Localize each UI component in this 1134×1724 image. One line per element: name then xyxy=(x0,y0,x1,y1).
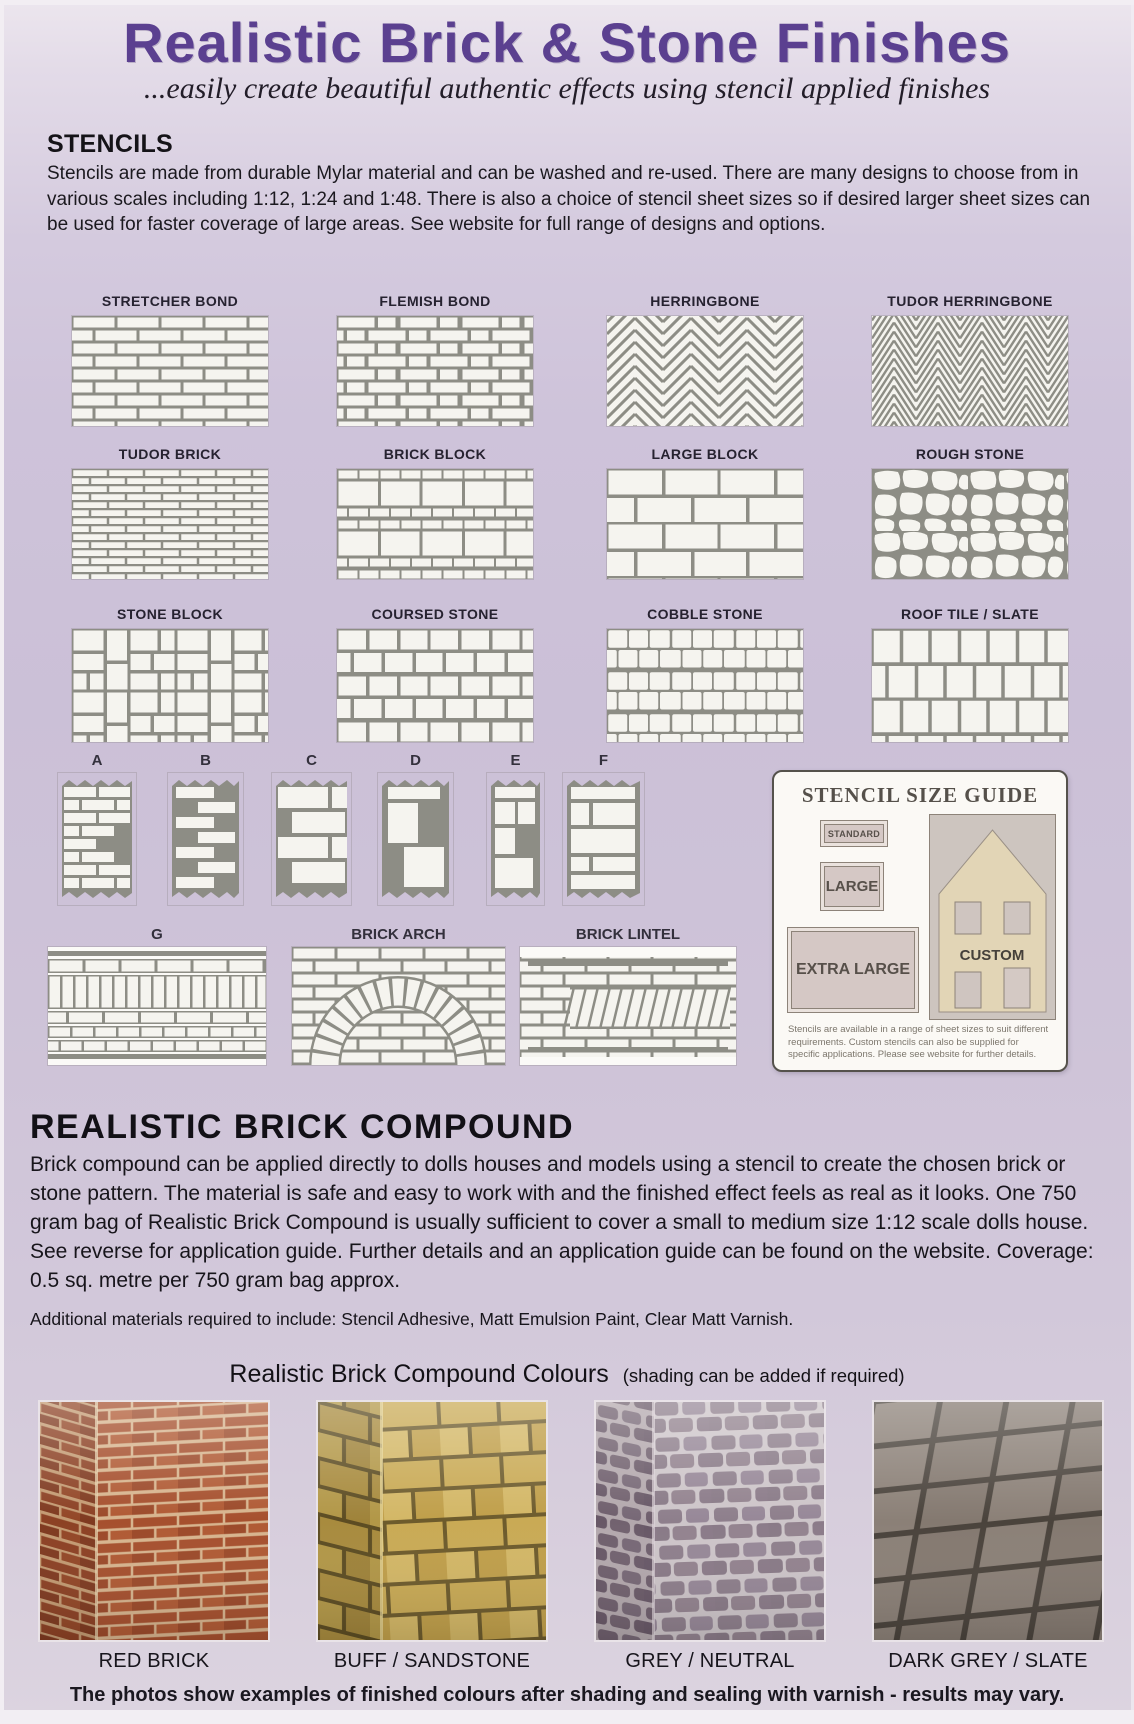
stretcher-bond-pattern xyxy=(72,316,268,426)
sample-label: D xyxy=(410,752,421,769)
size-large-label: LARGE xyxy=(824,866,880,907)
sample-label: F xyxy=(598,752,609,769)
swatch-label-grey-neutral: GREY / NEUTRAL xyxy=(625,1650,795,1672)
pattern-label: STONE BLOCK xyxy=(116,606,224,622)
sample-strip-c-graphic xyxy=(272,773,351,905)
feature-label: BRICK ARCH xyxy=(351,926,446,943)
pattern-swatch-herringbone xyxy=(607,293,803,426)
sample-strip-g-graphic xyxy=(48,947,266,1065)
sample-strip-c xyxy=(272,752,351,905)
photo-red-brick xyxy=(40,1402,268,1640)
brick-block-pattern xyxy=(337,469,533,579)
pattern-swatch-coursed-stone xyxy=(337,606,533,742)
pattern-label: STRETCHER BOND xyxy=(101,293,239,309)
size-standard-box xyxy=(820,820,888,847)
size-extra-large-box xyxy=(787,927,919,1013)
sample-label: A xyxy=(91,752,103,769)
photo-buff-sandstone xyxy=(318,1402,546,1640)
feature-brick-lintel xyxy=(520,926,736,1065)
sample-strip-d-graphic xyxy=(378,773,453,905)
page-edge-bottom xyxy=(0,1710,1134,1724)
pattern-swatch-large-block xyxy=(607,446,803,579)
pattern-label: HERRINGBONE xyxy=(650,293,760,309)
sample-strip-f-graphic xyxy=(563,773,644,905)
pattern-label: COURSED STONE xyxy=(371,606,499,622)
pattern-swatch-cobble-stone xyxy=(607,606,803,742)
cobble-stone-pattern xyxy=(607,629,803,742)
compound-heading: REALISTIC BRICK COMPOUND xyxy=(30,1108,575,1146)
size-guide-note: Stencils are available in a range of sheet sizes to suit different requirements. Custom stencils can also be supplied for specific applications. Please see website for further details. xyxy=(788,1024,1049,1060)
size-guide-title: STENCIL SIZE GUIDE xyxy=(801,783,1039,807)
pattern-swatch-tudor-herringbone xyxy=(872,293,1068,426)
size-standard-label: STANDARD xyxy=(824,824,884,843)
custom-house-graphic xyxy=(929,814,1056,1020)
sample-label: E xyxy=(510,752,521,769)
sample-label: G xyxy=(151,926,163,943)
stone-block-pattern xyxy=(72,629,268,742)
sample-label: C xyxy=(306,752,317,769)
sample-strip-a xyxy=(58,752,136,905)
compound-additional-materials: Additional materials required to include: Stencil Adhesive, Matt Emulsion Paint, Clear Matt Varnish. xyxy=(30,1309,794,1329)
photo-dark-grey-slate xyxy=(874,1402,1102,1640)
size-extra-large-label: EXTRA LARGE xyxy=(791,931,915,1009)
sample-strip-b-graphic xyxy=(168,773,243,905)
colours-heading xyxy=(0,1360,1134,1389)
colours-heading-text: Realistic Brick Compound Colours xyxy=(229,1360,609,1388)
page-edge-left xyxy=(0,0,4,1724)
feature-label: BRICK LINTEL xyxy=(575,926,681,943)
pattern-label: ROOF TILE / SLATE xyxy=(901,606,1039,622)
pattern-swatch-roof-tile-slate xyxy=(872,606,1068,742)
pattern-swatch-flemish-bond xyxy=(337,293,533,426)
size-custom-label: CUSTOM xyxy=(959,947,1025,964)
large-block-pattern xyxy=(607,469,803,579)
page-subtitle: ...easily create beautiful authentic effects using stencil applied finishes xyxy=(143,72,991,105)
brick-lintel-graphic xyxy=(520,947,736,1065)
photo-grey-neutral xyxy=(596,1402,824,1640)
pattern-swatch-stone-block xyxy=(72,606,268,742)
pattern-swatch-rough-stone xyxy=(872,446,1068,579)
sample-strip-g xyxy=(48,926,266,1065)
tudor-herringbone-pattern xyxy=(872,316,1068,426)
stencil-size-guide xyxy=(772,770,1068,1072)
colours-footnote: The photos show examples of finished colours after shading and sealing with varnish - results may vary. xyxy=(69,1684,1065,1706)
swatch-label-dark-grey-slate: DARK GREY / SLATE xyxy=(888,1650,1088,1672)
colours-heading-note: (shading can be added if required) xyxy=(622,1365,905,1386)
pattern-label: COBBLE STONE xyxy=(647,606,763,622)
pattern-label: LARGE BLOCK xyxy=(651,446,759,462)
pattern-label: TUDOR HERRINGBONE xyxy=(887,293,1053,309)
page-title: Realistic Brick & Stone Finishes xyxy=(123,11,1011,74)
sample-strip-d xyxy=(378,752,453,905)
pattern-label: TUDOR BRICK xyxy=(118,446,222,462)
pattern-label: ROUGH STONE xyxy=(915,446,1025,462)
page-edge-top xyxy=(0,0,1134,5)
sample-strip-b xyxy=(168,752,243,905)
pattern-swatch-stretcher-bond xyxy=(72,293,268,426)
sample-strip-e xyxy=(487,752,544,905)
sample-label: B xyxy=(200,752,211,769)
rough-stone-pattern xyxy=(872,469,1068,579)
stencils-heading: STENCILS xyxy=(47,130,174,158)
roof-tile-slate-pattern xyxy=(872,629,1068,742)
sample-strip-a-graphic xyxy=(58,773,136,905)
stencils-paragraph: Stencils are made from durable Mylar material and can be washed and re-used. There are many designs to choose from in various scales including 1:12, 1:24 and 1:48. There is also a choice of stencil sheet sizes so if desired larger sheet sizes can be used for faster coverage of large areas. See website for full range of designs and options. xyxy=(47,163,1091,235)
herringbone-pattern xyxy=(607,316,803,426)
pattern-swatch-brick-block xyxy=(337,446,533,579)
size-large-box xyxy=(820,862,884,911)
coursed-stone-pattern xyxy=(337,629,533,742)
pattern-label: FLEMISH BOND xyxy=(379,293,491,309)
swatch-label-buff-sandstone: BUFF / SANDSTONE xyxy=(333,1650,531,1672)
swatch-label-red-brick: RED BRICK xyxy=(98,1650,210,1672)
sample-strip-f xyxy=(563,752,644,905)
compound-paragraph: Brick compound can be applied directly to dolls houses and models using a stencil to create the chosen brick or stone pattern. The material is safe and easy to work with and the finished effect feels as real as it looks. One 750 gram bag of Realistic Brick Compound is usually sufficient to cover a small to medium size 1:12 scale dolls house. See reverse for application guide. Further details and an application guide can be found on the website. Coverage: 0.5 sq. metre per 750 gram bag approx. xyxy=(30,1153,1094,1292)
sample-strip-e-graphic xyxy=(487,773,544,905)
flemish-bond-pattern xyxy=(337,316,533,426)
pattern-swatch-tudor-brick xyxy=(72,446,268,579)
brick-arch-graphic xyxy=(292,947,505,1065)
pattern-label: BRICK BLOCK xyxy=(383,446,487,462)
feature-brick-arch xyxy=(292,926,505,1065)
tudor-brick-pattern xyxy=(72,469,268,579)
